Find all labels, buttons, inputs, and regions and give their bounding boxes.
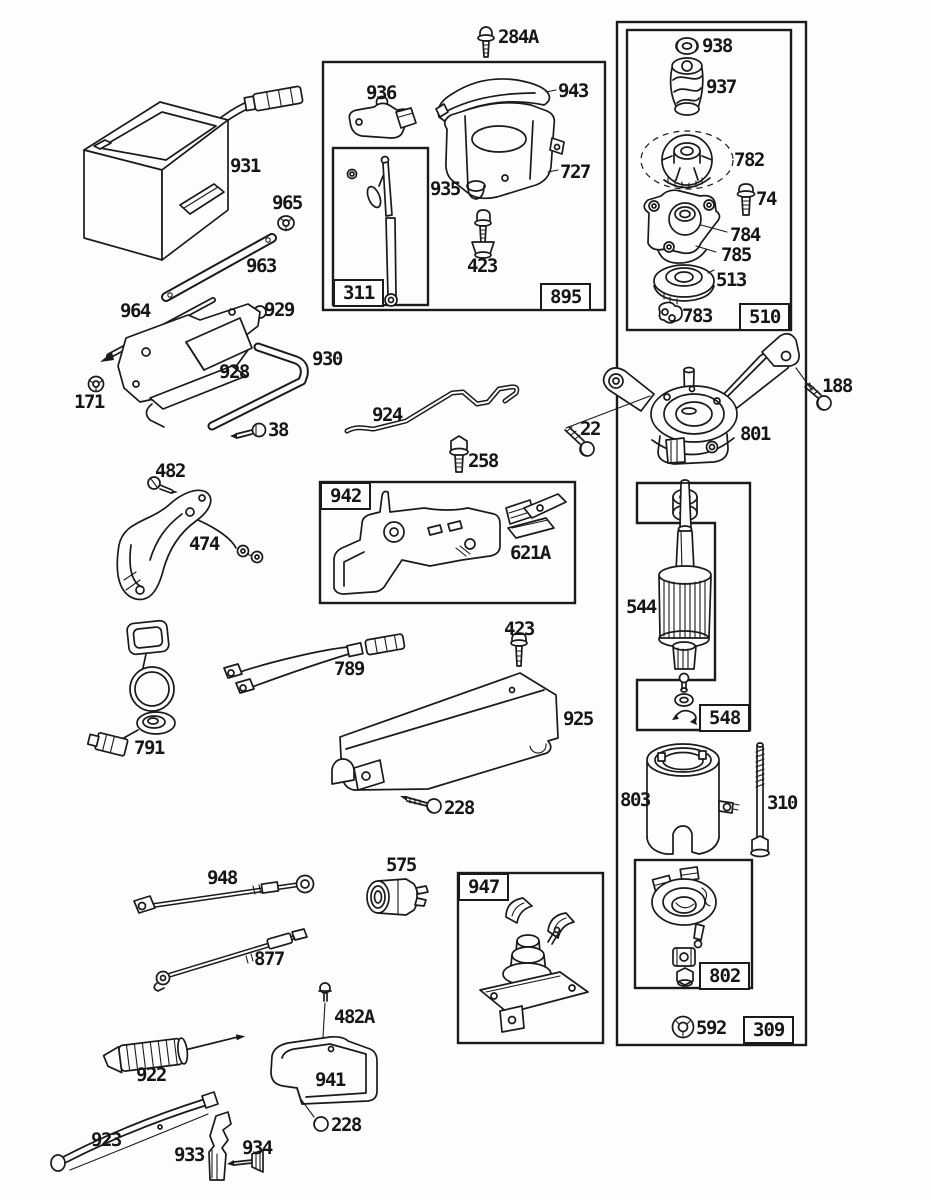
part-label-310: 310: [767, 792, 797, 814]
part-label-38: 38: [268, 419, 288, 441]
part-label-941: 941: [315, 1069, 345, 1091]
part-label-963: 963: [246, 255, 276, 277]
part-label-938: 938: [702, 35, 732, 57]
part-label-924: 924: [372, 404, 402, 426]
screw-284A: [478, 27, 494, 57]
part-label-782: 782: [734, 149, 764, 171]
part-label-789: 789: [334, 658, 364, 680]
bearing-513: [654, 265, 714, 304]
part-label-877: 877: [254, 948, 284, 970]
group-label-311: 311: [333, 279, 384, 307]
part-label-544: 544: [626, 596, 656, 618]
wire-789: [224, 634, 405, 693]
bolt-258: [450, 436, 468, 472]
group-label-942: 942: [320, 482, 371, 510]
part-label-937: 937: [706, 76, 736, 98]
part-label-785: 785: [721, 244, 751, 266]
housing-803: [647, 744, 739, 854]
part-label-964: 964: [120, 300, 150, 322]
part-label-791: 791: [134, 737, 164, 759]
part-label-228-cover941: 228: [331, 1114, 361, 1136]
plate-784-785: [644, 190, 727, 263]
retainer-938: [676, 38, 698, 54]
screw-74: [738, 184, 755, 215]
part-label-423-carb: 423: [467, 255, 497, 277]
clutch-782: [641, 131, 733, 189]
screw-228-cover925: [400, 796, 441, 813]
nut-592: [673, 1017, 694, 1038]
solenoid-947: [480, 898, 588, 1032]
part-label-783: 783: [682, 305, 712, 327]
part-label-948: 948: [207, 867, 237, 889]
wire-877: [154, 929, 307, 991]
bolt-423-carb: [472, 210, 494, 258]
part-label-621A: 621A: [510, 542, 550, 564]
group-label-309: 309: [743, 1016, 794, 1044]
nut-171: [89, 377, 104, 392]
part-label-934: 934: [242, 1137, 272, 1159]
part-label-965: 965: [272, 192, 302, 214]
bracket-933: [209, 1112, 231, 1180]
part-label-74: 74: [756, 188, 776, 210]
group-label-947: 947: [458, 873, 509, 901]
clip-783: [659, 302, 682, 322]
part-label-513: 513: [716, 269, 746, 291]
part-label-284A: 284A: [498, 26, 538, 48]
part-label-931: 931: [230, 155, 260, 177]
part-label-592: 592: [696, 1017, 726, 1039]
part-label-936: 936: [366, 82, 396, 104]
part-label-929: 929: [264, 299, 294, 321]
part-label-930: 930: [312, 348, 342, 370]
part-label-928: 928: [219, 361, 249, 383]
drive-gear-937: [671, 58, 703, 115]
armature-544: [659, 480, 711, 692]
carburetor-935-727: [445, 103, 564, 199]
group-label-802: 802: [699, 962, 750, 990]
part-label-258: 258: [468, 450, 498, 472]
part-label-727: 727: [560, 161, 590, 183]
group-label-548: 548: [699, 704, 750, 732]
part-label-803: 803: [620, 789, 650, 811]
screw-38: [230, 424, 266, 440]
nut-965: [278, 216, 294, 231]
harness-791: [87, 620, 175, 756]
part-label-925: 925: [563, 708, 593, 730]
part-label-933: 933: [174, 1144, 204, 1166]
part-label-228-cover925: 228: [444, 797, 474, 819]
part-label-171: 171: [74, 391, 104, 413]
part-label-575: 575: [386, 854, 416, 876]
part-label-935: 935: [430, 178, 460, 200]
cover-925: [332, 673, 558, 790]
part-label-22: 22: [580, 418, 600, 440]
group-label-510: 510: [739, 303, 790, 331]
group-label-895: 895: [540, 283, 591, 311]
part-label-784: 784: [730, 224, 760, 246]
kit-621A: [506, 494, 566, 538]
part-label-801: 801: [740, 423, 770, 445]
part-label-922: 922: [136, 1064, 166, 1086]
part-label-423-cover: 423: [504, 618, 534, 640]
part-label-923: 923: [91, 1129, 121, 1151]
part-label-188: 188: [822, 375, 852, 397]
fuse-922: [103, 1030, 248, 1074]
switch-575: [367, 879, 428, 915]
part-label-943: 943: [558, 80, 588, 102]
part-label-482A: 482A: [334, 1006, 374, 1028]
part-label-474: 474: [189, 533, 219, 555]
washer-and-clip-548: [672, 694, 697, 725]
part-label-482: 482: [155, 460, 185, 482]
